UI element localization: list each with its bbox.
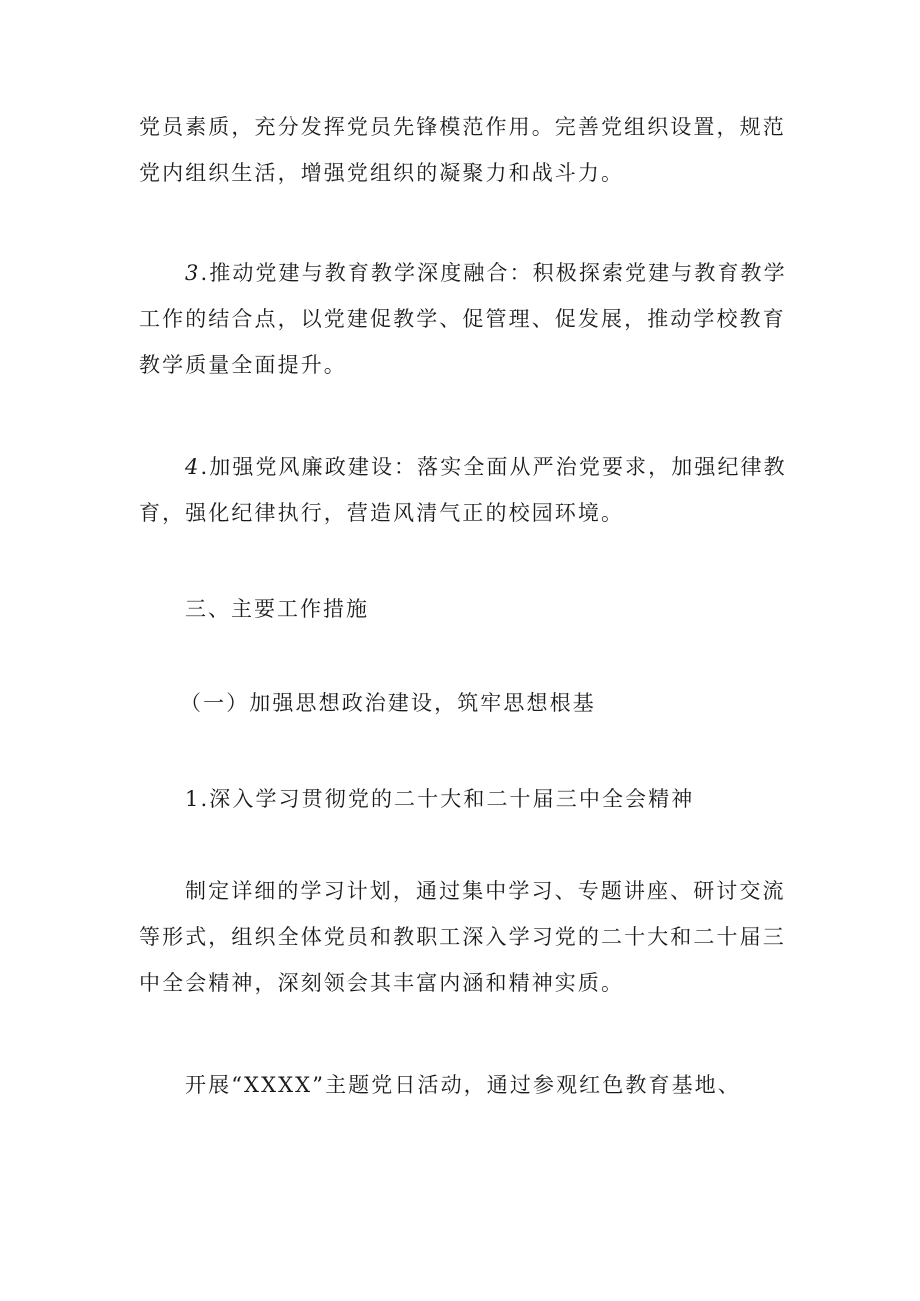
item-number: 1	[185, 787, 201, 811]
paragraph-theme-party-day: 开展“XXXX”主题党日活动，通过参观红色教育基地、	[185, 1073, 741, 1097]
section-heading-main-measures: 三、主要工作措施	[185, 597, 369, 621]
paragraph-party-member-quality: 党员素质，充分发挥党员先锋模范作用。完善党组织设置，规范党内组织生活，增强党组织的凝聚力和战斗力。	[139, 115, 786, 185]
paragraph-text: .深入学习贯彻党的二十大和二十届三中全会精神	[200, 787, 695, 811]
item-number: 3	[185, 261, 201, 285]
paragraph-integrity-construction	[139, 444, 789, 536]
paragraph-text: .加强党风廉政建设：落实全面从严治党要求，加强纪律教育，强化纪律执行，营造风清气正的校园环境。	[139, 455, 787, 525]
paragraph-party-building-education	[139, 250, 789, 388]
subsection-heading-ideological-building: （一）加强思想政治建设，筑牢思想根基	[180, 691, 596, 715]
paragraph-text: .推动党建与教育教学深度融合：积极探索党建与教育教学工作的结合点，以党建促教学、促管理、促发展，推动学校教育教学质量全面提升。	[139, 261, 787, 377]
item-number: 4	[185, 455, 201, 479]
item-heading-study-spirit	[139, 776, 789, 822]
paragraph-study-plan: 制定详细的学习计划，通过集中学习、专题讲座、研讨交流等形式，组织全体党员和教职工深入学习党的二十大和二十届三中全会精神，深刻领会其丰富内涵和精神实质。	[139, 879, 786, 995]
